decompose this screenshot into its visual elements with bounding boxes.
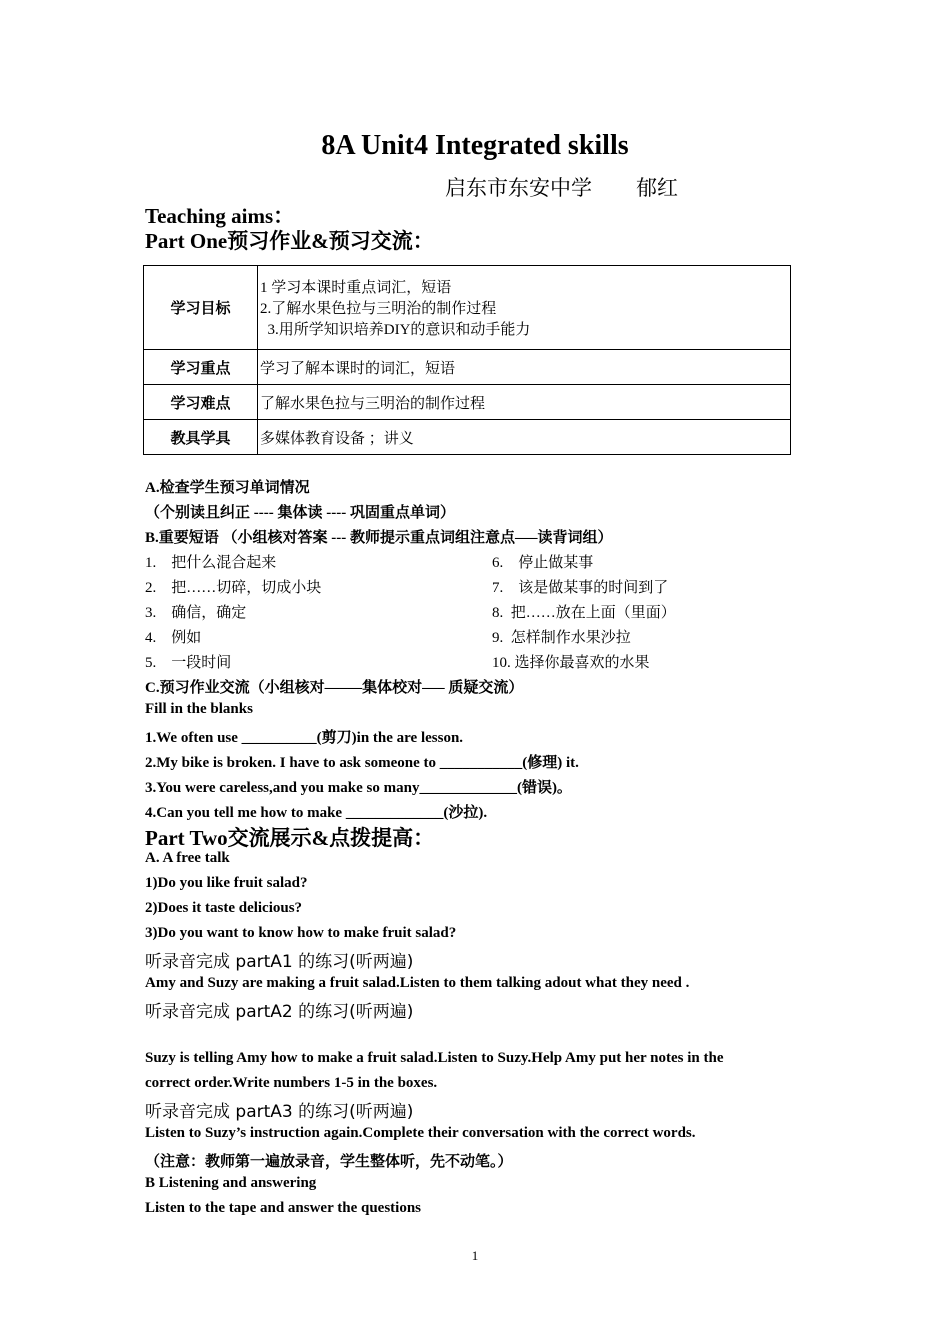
goal-line: 2.了解水果色拉与三明治的制作过程 xyxy=(260,301,497,317)
fill-item: 3.You were careless,and you make so many_____________(错误)。 xyxy=(145,780,572,796)
section-a-title: A.检查学生预习单词情况 xyxy=(145,480,310,496)
goal-line: 1 学习本课时重点词汇，短语 xyxy=(260,280,452,296)
exercise-a2-text: Suzy is telling Amy how to make a fruit salad.Listen to Suzy.Help Amy put her notes in the xyxy=(145,1050,724,1066)
table-row xyxy=(144,385,791,420)
row-label: 学习目标 xyxy=(144,266,258,350)
exercise-a1-text: Amy and Suzy are making a fruit salad.Listen to them talking adout what they need . xyxy=(145,975,690,991)
goal-line: 3.用所学知识培养DIY的意识和动手能力 xyxy=(260,322,531,338)
table-row xyxy=(144,266,791,350)
table-row xyxy=(144,350,791,385)
school-name: 启东市东安中学 xyxy=(445,176,592,200)
phrase-item: 8. 把……放在上面（里面） xyxy=(492,605,676,621)
row-label: 学习重点 xyxy=(144,350,258,385)
document-title: 8A Unit4 Integrated skills xyxy=(321,130,629,161)
fill-item: 2.My bike is broken. I have to ask someone to ___________(修理) it. xyxy=(145,755,579,771)
learning-goals-table xyxy=(143,265,791,455)
part-two-heading: Part Two交流展示&点拨提高： xyxy=(145,826,435,850)
section-b-title: B.重要短语 （小组核对答案 --- 教师提示重点词组注意点—–读背词组） xyxy=(145,530,613,546)
row-value: 多媒体教育设备 ；讲义 xyxy=(258,420,791,455)
row-value: 了解水果色拉与三明治的制作过程 xyxy=(258,385,791,420)
phrase-item: 1. 把什么混合起来 xyxy=(145,555,277,571)
fill-item: 1.We often use __________(剪刀)in the are lesson. xyxy=(145,730,464,746)
exercise-a2-heading: 听录音完成 partA2 的练习(听两遍) xyxy=(145,1002,414,1022)
phrase-item: 9. 怎样制作水果沙拉 xyxy=(492,630,631,646)
phrase-item: 6. 停止做某事 xyxy=(492,555,594,571)
table-row xyxy=(144,420,791,455)
fill-item: 4.Can you tell me how to make _____________(沙拉). xyxy=(145,805,488,821)
section-a-note: （个别读且纠正 ---- 集体读 ---- 巩固重点单词） xyxy=(145,505,455,521)
exercise-a3-text: Listen to Suzy’s instruction again.Complete their conversation with the correct words. xyxy=(145,1125,696,1141)
exercise-a3-heading: 听录音完成 partA3 的练习(听两遍) xyxy=(145,1102,414,1122)
author-line xyxy=(445,172,678,202)
section-b-listening-text: Listen to the tape and answer the questions xyxy=(145,1200,421,1216)
fill-blanks-heading: Fill in the blanks xyxy=(145,701,253,717)
section-c-title: C.预习作业交流（小组核对—–—集体校对—– 质疑交流） xyxy=(145,680,524,696)
row-value: 学习了解本课时的词汇，短语 xyxy=(258,350,791,385)
teacher-note: （注意：教师第一遍放录音，学生整体听，先不动笔。） xyxy=(145,1154,513,1170)
phrase-item: 10. 选择你最喜欢的水果 xyxy=(492,655,650,671)
teaching-aims-heading: Teaching aims： xyxy=(145,204,295,228)
phrase-item: 3. 确信，确定 xyxy=(145,605,247,621)
free-talk-heading: A. A free talk xyxy=(145,850,230,866)
exercise-a2-text: correct order.Write numbers 1-5 in the boxes. xyxy=(145,1075,438,1091)
question: 3)Do you want to know how to make fruit salad? xyxy=(145,925,457,941)
part-one-heading: Part One预习作业&预习交流： xyxy=(145,229,434,253)
phrase-item: 4. 例如 xyxy=(145,630,202,646)
teacher-name: 郁红 xyxy=(636,176,678,200)
phrase-item: 7. 该是做某事的时间到了 xyxy=(492,580,669,596)
exercise-a1-heading: 听录音完成 partA1 的练习(听两遍) xyxy=(145,952,414,972)
row-value xyxy=(258,266,791,350)
question: 2)Does it taste delicious? xyxy=(145,900,303,916)
phrase-item: 2. 把……切碎，切成小块 xyxy=(145,580,322,596)
question: 1)Do you like fruit salad? xyxy=(145,875,308,891)
row-label: 教具学具 xyxy=(144,420,258,455)
phrase-item: 5. 一段时间 xyxy=(145,655,232,671)
section-b-listening-heading: B Listening and answering xyxy=(145,1175,317,1191)
page-number: 1 xyxy=(471,1248,479,1263)
row-label: 学习难点 xyxy=(144,385,258,420)
